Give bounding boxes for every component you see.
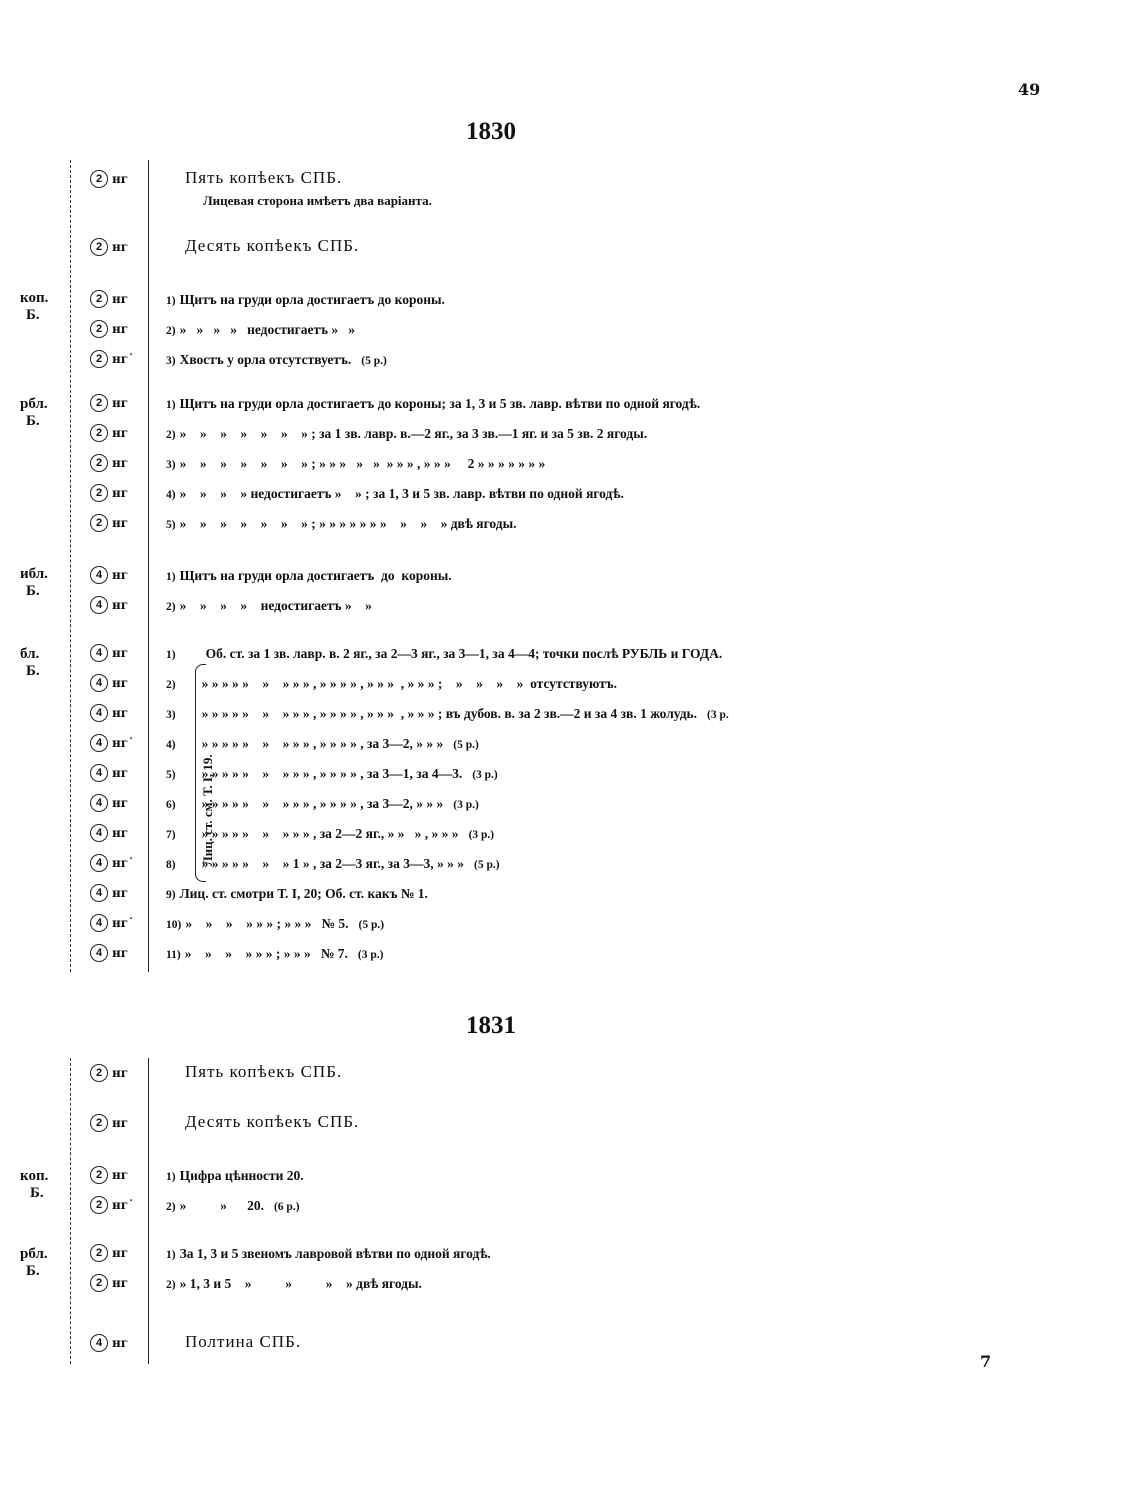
- grade-marker: [90, 644, 128, 662]
- variant-text: » » » » » » ; » » » № 5.: [185, 916, 349, 931]
- grade-circle-icon: 2: [90, 454, 108, 472]
- variant-text: » » » » » » » » » , за 2—2 яг., » » » , » » »: [201, 826, 459, 841]
- metal-code: нг: [112, 1116, 129, 1130]
- metal-code: нг˙: [112, 916, 135, 930]
- variant-number: 11): [166, 949, 181, 961]
- grade-circle-icon: 4: [90, 674, 108, 692]
- metal-code: нг: [112, 1336, 129, 1350]
- grade-circle-icon: 4: [90, 704, 108, 722]
- grade-circle-icon: 4: [90, 854, 108, 872]
- rarity-note: (5 р.): [358, 919, 385, 931]
- side-label: рбл. Б.: [20, 396, 48, 429]
- variant-number: 1): [166, 1249, 176, 1261]
- variant-row: [166, 456, 545, 472]
- variant-row: [166, 886, 428, 902]
- rotated-reference-label: Лиц. ст. см. Т. I, 19.: [200, 754, 215, 866]
- grade-circle-icon: 4: [90, 644, 108, 662]
- variant-row: [166, 826, 494, 842]
- variant-number: 6): [166, 799, 176, 811]
- grade-marker: [90, 734, 134, 752]
- grade-circle-icon: 4: [90, 824, 108, 842]
- left-rule: [70, 1058, 71, 1364]
- variant-text: » » » » » » » » » , » » » » , за 3—2, » » »: [201, 736, 444, 751]
- metal-code: нг: [112, 676, 129, 690]
- variant-row: [166, 1198, 300, 1214]
- metal-code: нг: [112, 322, 129, 336]
- rarity-note: (6 р.): [273, 1201, 300, 1213]
- metal-code: нг: [112, 240, 129, 254]
- grade-circle-icon: 2: [90, 350, 108, 368]
- grade-marker: [90, 514, 128, 532]
- variant-number: 1): [166, 571, 176, 583]
- variant-number: 4): [166, 489, 176, 501]
- variant-text: » » 20.: [179, 1198, 264, 1213]
- grade-marker: [90, 484, 128, 502]
- variant-row: [166, 946, 383, 962]
- grade-marker: [90, 1196, 134, 1214]
- variant-row: [166, 426, 647, 442]
- variant-row: [166, 322, 355, 338]
- grade-circle-icon: 2: [90, 238, 108, 256]
- grade-circle-icon: 2: [90, 1196, 108, 1214]
- variant-number: 1): [166, 295, 176, 307]
- entry-title: [185, 168, 342, 188]
- variant-text: Цифра цѣнности 20.: [179, 1168, 304, 1183]
- variant-number: 9): [166, 889, 176, 901]
- variant-number: 5): [166, 519, 176, 531]
- variant-text: Щитъ на груди орла достигаетъ до короны.: [179, 568, 452, 583]
- grade-circle-icon: 4: [90, 944, 108, 962]
- variant-text: » » » » недостигаетъ » »: [179, 598, 372, 613]
- metal-code: нг: [112, 946, 129, 960]
- variant-row: [166, 486, 624, 502]
- page-number: 49: [1018, 80, 1041, 99]
- side-label: ибл. Б.: [20, 566, 48, 599]
- metal-code: нг: [112, 172, 129, 186]
- variant-number: 1): [166, 1171, 176, 1183]
- grade-marker: [90, 854, 134, 872]
- metal-code: нг: [112, 796, 129, 810]
- grade-marker: [90, 566, 128, 584]
- metal-code: нг: [112, 766, 129, 780]
- variant-text: Лицевая сторона имѣетъ два варіанта.: [203, 193, 432, 208]
- grade-circle-icon: 2: [90, 1274, 108, 1292]
- variant-text: Десять копѣекъ СПБ.: [185, 1112, 360, 1131]
- variant-number: 3): [166, 459, 176, 471]
- grade-marker: [90, 944, 128, 962]
- grade-marker: [90, 350, 134, 368]
- grade-marker: [90, 454, 128, 472]
- metal-code: нг: [112, 1276, 129, 1290]
- grade-circle-icon: 4: [90, 566, 108, 584]
- grade-marker: [90, 914, 134, 932]
- variant-number: 5): [166, 769, 176, 781]
- variant-number: 2): [166, 1279, 176, 1291]
- metal-code: нг: [112, 568, 129, 582]
- grade-circle-icon: 2: [90, 424, 108, 442]
- variant-text: » » » » недостигаетъ » »: [179, 322, 356, 337]
- variant-number: 3): [166, 355, 176, 367]
- variant-text: » » » » » » » » » , » » » » , за 3—1, за 4—3.: [201, 766, 463, 781]
- side-label: коп. Б.: [20, 1168, 49, 1201]
- variant-text: Лиц. ст. смотри Т. I, 20; Об. ст. какъ № 1.: [179, 886, 428, 901]
- variant-text: За 1, 3 и 5 звеномъ лавровой вѣтви по одной ягодѣ.: [179, 1246, 491, 1261]
- variant-number: 2): [166, 429, 176, 441]
- grade-circle-icon: 2: [90, 484, 108, 502]
- variant-text: Щитъ на груди орла достигаетъ до короны; за 1, 3 и 5 зв. лавр. вѣтви по одной ягодѣ.: [179, 396, 701, 411]
- variant-row: [166, 706, 729, 722]
- metal-code: нг: [112, 396, 129, 410]
- metal-code: нг: [112, 292, 129, 306]
- grade-marker: [90, 1244, 128, 1262]
- metal-code: нг: [112, 1168, 129, 1182]
- variant-text: » » » » » » » ; » » » » » » » » » » двѣ ягоды.: [179, 516, 517, 531]
- variant-number: 1): [166, 399, 176, 411]
- grade-circle-icon: 4: [90, 884, 108, 902]
- grade-marker: [90, 704, 128, 722]
- entry-note: [203, 193, 432, 209]
- metal-code: нг: [112, 456, 129, 470]
- variant-row: [166, 916, 384, 932]
- variant-text: » » » » » » » » » , » » » » , за 3—2, » » »: [201, 796, 444, 811]
- variant-text: » » » » » » » » » , » » » » , » » » , » » » ; въ дубов. в. за 2 зв.—2 и за 4 зв. 1 жолудь.: [201, 706, 698, 721]
- rarity-note: (3 р.): [357, 949, 384, 961]
- rarity-note: (5 р.): [361, 355, 387, 367]
- variant-number: 4): [166, 739, 176, 751]
- rarity-note: (5 р.): [453, 739, 479, 751]
- variant-number: 2): [166, 601, 176, 613]
- grade-circle-icon: 4: [90, 596, 108, 614]
- metal-code: нг˙: [112, 352, 135, 366]
- metal-code: нг˙: [112, 736, 135, 750]
- grade-marker: [90, 764, 128, 782]
- metal-code: нг: [112, 486, 129, 500]
- variant-number: 10): [166, 919, 182, 931]
- grade-circle-icon: 2: [90, 1244, 108, 1262]
- variant-number: 1): [166, 649, 176, 661]
- middle-rule: [148, 160, 149, 972]
- grade-circle-icon: 2: [90, 514, 108, 532]
- rarity-note: (5 р.): [473, 859, 500, 871]
- variant-row: [166, 676, 617, 692]
- variant-number: 8): [166, 859, 176, 871]
- grade-circle-icon: 2: [90, 290, 108, 308]
- variant-row: [166, 856, 500, 872]
- middle-rule: [148, 1058, 149, 1364]
- metal-code: нг: [112, 826, 129, 840]
- grade-marker: [90, 170, 128, 188]
- entry-title: [185, 1332, 301, 1352]
- side-label: рбл. Б.: [20, 1246, 48, 1279]
- metal-code: нг: [112, 516, 129, 530]
- metal-code: нг: [112, 886, 129, 900]
- variant-number: 2): [166, 325, 176, 337]
- variant-row: [166, 396, 700, 412]
- footer-number: 7: [980, 1352, 992, 1371]
- grade-marker: [90, 424, 128, 442]
- variant-text: Хвостъ у орла отсутствуетъ.: [179, 352, 352, 367]
- entry-title: [185, 1062, 342, 1082]
- variant-text: » » » » » » » ; за 1 зв. лавр. в.—2 яг., за 3 зв.—1 яг. и за 5 зв. 2 ягоды.: [179, 426, 648, 441]
- metal-code: нг: [112, 598, 129, 612]
- grade-circle-icon: 2: [90, 394, 108, 412]
- grade-marker: [90, 1274, 128, 1292]
- metal-code: нг: [112, 426, 129, 440]
- rarity-note: (3 р.): [453, 799, 479, 811]
- grade-marker: [90, 1334, 128, 1352]
- variant-text: » » » » » » » ; » » » » » » » » , » » » 2 » » » » » » »: [179, 456, 546, 471]
- grade-marker: [90, 1166, 128, 1184]
- metal-code: нг˙: [112, 856, 135, 870]
- variant-number: 2): [166, 679, 176, 691]
- variant-text: Об. ст. за 1 зв. лавр. в. 2 яг., за 2—3 яг., за 3—1, за 4—4; точки послѣ РУБЛЬ и ГОДА.: [205, 646, 723, 661]
- grade-marker: [90, 824, 128, 842]
- grade-marker: [90, 394, 128, 412]
- variant-row: [166, 516, 517, 532]
- left-rule: [70, 160, 71, 972]
- variant-text: Пять копѣекъ СПБ.: [185, 1062, 343, 1081]
- variant-row: [166, 352, 387, 368]
- grade-marker: [90, 1114, 128, 1132]
- variant-number: 2): [166, 1201, 176, 1213]
- variant-text: » » » » » » » 1 » , за 2—3 яг., за 3—3, » » »: [201, 856, 464, 871]
- grade-marker: [90, 238, 128, 256]
- rarity-note: (3 р.): [472, 769, 498, 781]
- grade-circle-icon: 4: [90, 734, 108, 752]
- variant-text: » » » » недостигаетъ » » ; за 1, 3 и 5 зв. лавр. вѣтви по одной ягодѣ.: [179, 486, 624, 501]
- grade-circle-icon: 2: [90, 1114, 108, 1132]
- variant-text: » 1, 3 и 5 » » » » двѣ ягоды.: [179, 1276, 422, 1291]
- variant-row: [166, 1168, 304, 1184]
- year-heading-1830: 1830: [466, 118, 516, 145]
- grade-circle-icon: 4: [90, 794, 108, 812]
- entry-title: [185, 1112, 359, 1132]
- grade-circle-icon: 2: [90, 1064, 108, 1082]
- grade-circle-icon: 2: [90, 170, 108, 188]
- metal-code: нг: [112, 1246, 129, 1260]
- grade-marker: [90, 674, 128, 692]
- rarity-note: (3 р.): [468, 829, 495, 841]
- grade-circle-icon: 4: [90, 914, 108, 932]
- variant-text: Полтина СПБ.: [185, 1332, 302, 1351]
- metal-code: нг: [112, 1066, 129, 1080]
- variant-row: [166, 796, 479, 812]
- variant-text: » » » » » » » » » , » » » » , » » » , » » » ; » » » » отсутствуютъ.: [201, 676, 618, 691]
- variant-row: [166, 1276, 422, 1292]
- grade-marker: [90, 290, 128, 308]
- metal-code: нг˙: [112, 1198, 135, 1212]
- side-label: коп. Б.: [20, 290, 49, 323]
- variant-row: [166, 736, 479, 752]
- year-heading-1831: 1831: [466, 1012, 516, 1039]
- variant-text: » » » » » » ; » » » № 7.: [184, 946, 348, 961]
- variant-text: Щитъ на груди орла достигаетъ до короны.: [179, 292, 445, 307]
- variant-row: [166, 1246, 491, 1262]
- grade-marker: [90, 794, 128, 812]
- grade-circle-icon: 2: [90, 1166, 108, 1184]
- variant-text: Десять копѣекъ СПБ.: [185, 236, 360, 255]
- metal-code: нг: [112, 706, 129, 720]
- grade-marker: [90, 320, 128, 338]
- variant-row: [166, 568, 452, 584]
- variant-row: [166, 598, 372, 614]
- variant-number: 3): [166, 709, 176, 721]
- grade-circle-icon: 4: [90, 1334, 108, 1352]
- variant-row: [166, 292, 445, 308]
- grade-circle-icon: 2: [90, 320, 108, 338]
- grade-circle-icon: 4: [90, 764, 108, 782]
- grade-marker: [90, 1064, 128, 1082]
- variant-number: 7): [166, 829, 176, 841]
- variant-text: Пять копѣекъ СПБ.: [185, 168, 343, 187]
- variant-row: [166, 646, 722, 662]
- variant-row: [166, 766, 498, 782]
- metal-code: нг: [112, 646, 129, 660]
- rarity-note: (3 р.: [707, 709, 729, 721]
- grade-marker: [90, 884, 128, 902]
- entry-title: [185, 236, 359, 256]
- side-label: бл. Б.: [20, 646, 40, 679]
- grade-marker: [90, 596, 128, 614]
